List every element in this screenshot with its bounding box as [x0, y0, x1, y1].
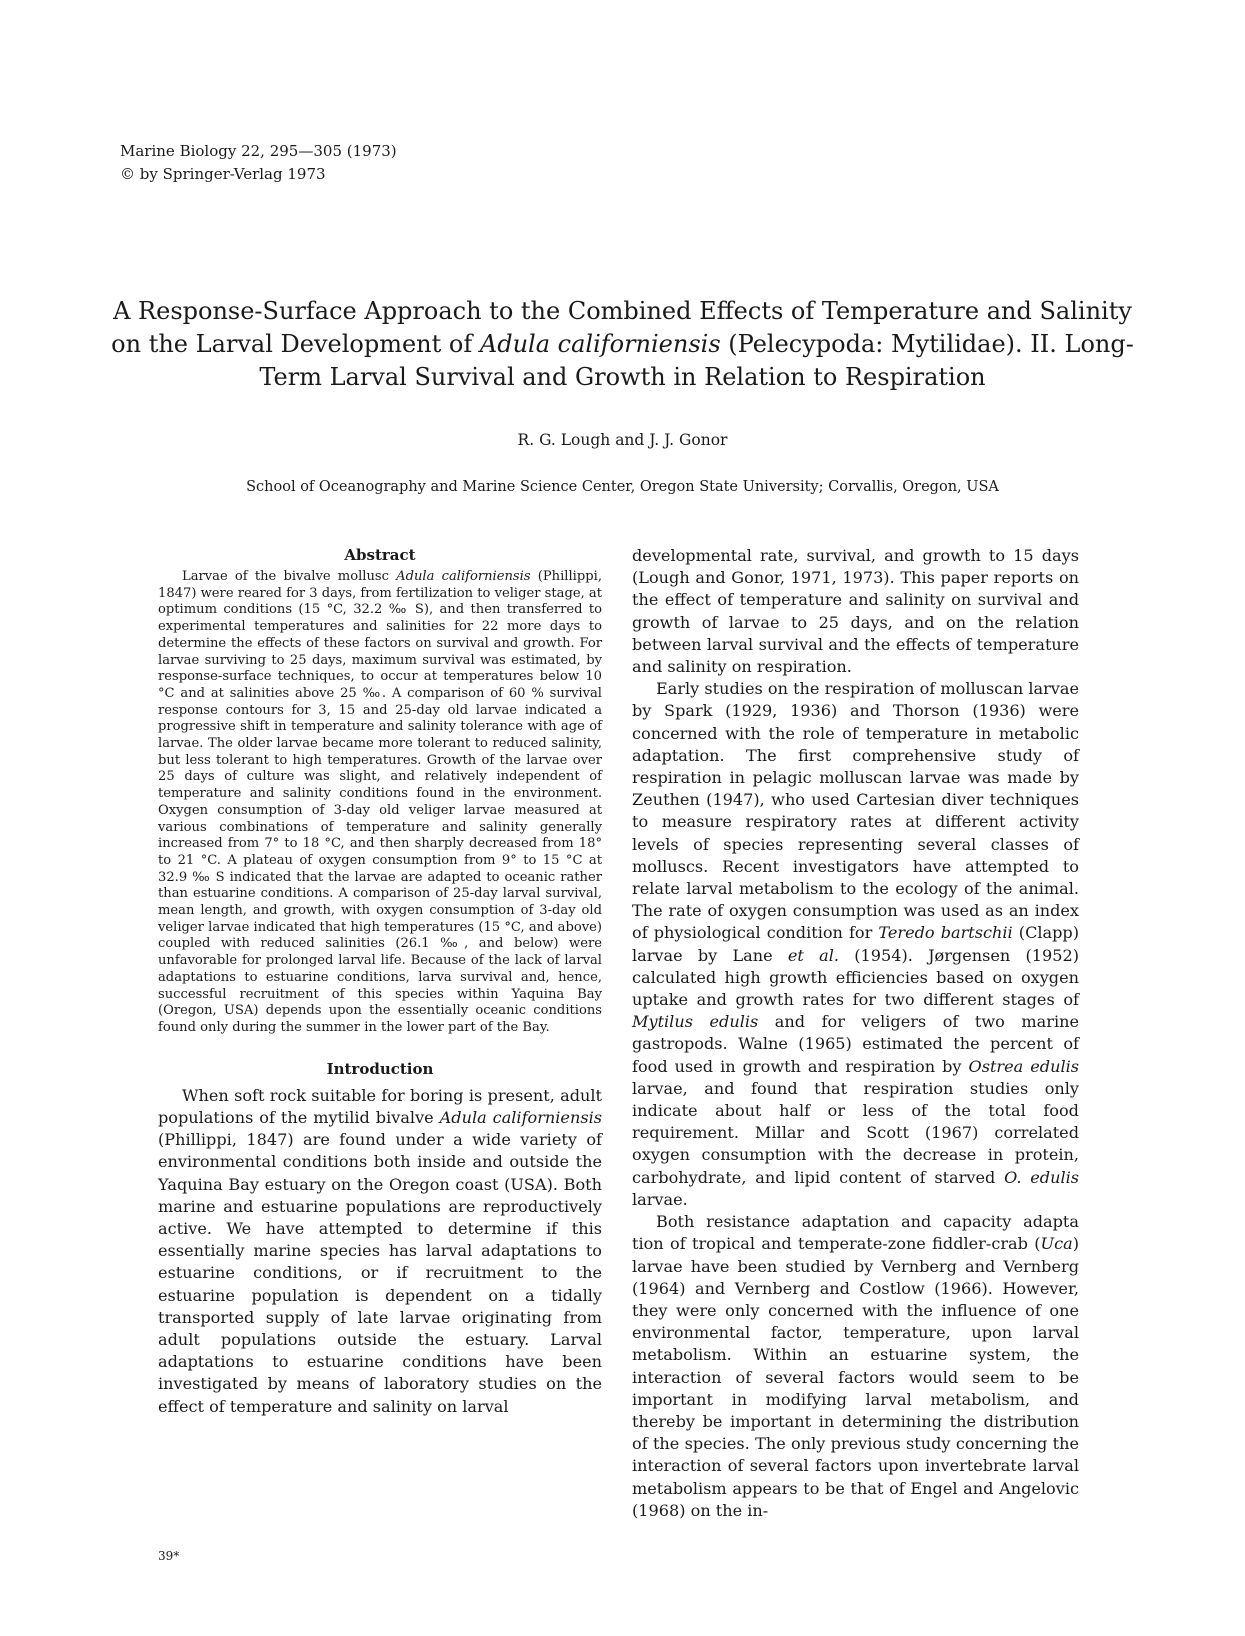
title-part2: (Pelecypoda: Mytilidae). II. Long-Term Larval Survival and Growth in Relation to Respiration: [259, 330, 1134, 391]
affiliation: School of Oceanography and Marine Science Center, Oregon State University; Corvallis, Oregon, USA: [246, 479, 999, 495]
page-footer-mark: 39*: [158, 1549, 180, 1563]
paper-title: [100, 295, 1145, 394]
journal-info: [120, 140, 397, 186]
abstract-heading: Abstract: [344, 546, 416, 564]
left-column: [158, 545, 602, 1418]
right-column: [632, 545, 1079, 1522]
adaptation-paragraph: Both resistance adaptation and capacity adapta tion of tropical and temperate-zone fiddler-crab (Uca) larvae have been studied by Vernberg and Vernberg (1964) and Vernberg and Costlow (1966). However, they were only concerned with the influence of one environmental factor, temperature, upon larval metabolism. Within an estuarine system, the interaction of several factors would seem to be important in modifying larval metabolism, and thereby be important in determining the distribution of the species. The only previous study concerning the interaction of several factors upon invertebrate larval metabolism appears to be that of Engel and Angelovic (1968) on the in-: [632, 1212, 1079, 1520]
title-part1: A Response-Surface Approach to the Combined Effects of Temperature and Salinity on the Larval Development of: [111, 297, 1132, 358]
copyright-line: © by Springer-Verlag 1973: [120, 165, 326, 183]
journal-citation: Marine Biology 22, 295—305 (1973): [120, 142, 397, 160]
introduction-paragraph: When soft rock suitable for boring is present, adult populations of the mytilid bivalve Adula californiensis (Phillippi, 1847) are found under a wide variety of environmental conditions both inside and outside the Yaquina Bay estuary on the Oregon coast (USA). Both marine and estuarine populations are reproductively active. We have attempted to determine if this essentially marine species has larval adaptations to estuarine conditions, or if recruitment to the estuarine population is dependent on a tidally transported supply of late larvae originating from adult populations outside the estuary. Larval adaptations to estuarine conditions have been investigated by means of laboratory studies on the effect of temperature and salinity on larval: [158, 1085, 602, 1416]
title-species: Adula californiensis: [479, 330, 721, 358]
abstract-text: Larvae of the bivalve mollusc Adula californiensis (Phillippi, 1847) were reared for 3 days, from fertilization to veliger stage, at optimum conditions (15 °C, 32.2 ‰ S), and then transferred to experimental temperatures and salinities for 22 more days to determine the effects of these factors on survival and growth. For larvae surviving to 25 days, maximum survival was estimated, by response-surface techniques, to occur at temperatures below 10 °C and at salinities above 25 ‰. A comparison of 60 % survival response contours for 3, 15 and 25-day old larvae indicated a progressive shift in temperature and salinity tolerance with age of larvae. The older larvae became more tolerant to reduced salinity, but less tolerant to high temperatures. Growth of the larvae over 25 days of culture was slight, and relatively independent of temperature and salinity conditions found in the environment. Oxygen consumption of 3-day old veliger larvae measured at various combinations of temperature and salinity generally increased from 7° to 18 °C, and then sharply decreased from 18° to 21 °C. A plateau of oxygen consumption from 9° to 15 °C at 32.9 ‰ S indicated that the larvae are adapted to oceanic rather than estuarine conditions. A comparison of 25-day larval survival, mean length, and growth, with oxygen consumption of 3-day old veliger larvae indicated that high temperatures (15 °C, and above) coupled with reduced salinities (26.1 ‰, and below) were unfavorable for prolonged larval life. Because of the lack of larval adaptations to estuarine conditions, larva survival and, hence, successful recruitment of this species within Yaquina Bay (Oregon, USA) depends upon the essentially oceanic conditions found only during the summer in the lower part of the Bay.: [158, 569, 602, 1035]
continued-paragraph: developmental rate, survival, and growth to 15 days (Lough and Gonor, 1971, 1973). This paper reports on the effect of temperature and salinity on survival and growth of larvae to 25 days, and on the relation between larval survival and the effects of temperature and salinity on respiration.: [632, 546, 1079, 677]
author-list: R. G. Lough and J. J. Gonor: [517, 431, 728, 449]
introduction-heading: Introduction: [326, 1059, 434, 1078]
respiration-paragraph: Early studies on the respiration of molluscan larvae by Spark (1929, 1936) and Thorson (1936) were concerned with the role of temperature in metabolic adaptation. The first comprehensive study of respiration in pelagic molluscan larvae was made by Zeuthen (1947), who used Cartesian diver techniques to measure respiratory rates at different activity levels of species representing several classes of molluscs. Recent investigators have attempted to relate larval metabolism to the ecology of the animal. The rate of oxygen consumption was used as an index of physiological condition for Teredo bartschii (Clapp) larvae by Lane et al. (1954). Jørgensen (1952) calculated high growth efficiencies based on oxygen uptake and growth rates for two different stages of Mytilus edulis and for veligers of two marine gastropods. Walne (1965) estimated the percent of food used in growth and respiration by Ostrea edulis larvae, and found that respiration studies only indicate about half or less of the total food requirement. Millar and Scott (1967) correlated oxygen consumption with the decrease in protein, carbohydrate, and lipid content of starved O. edulis larvae.: [632, 679, 1080, 1209]
